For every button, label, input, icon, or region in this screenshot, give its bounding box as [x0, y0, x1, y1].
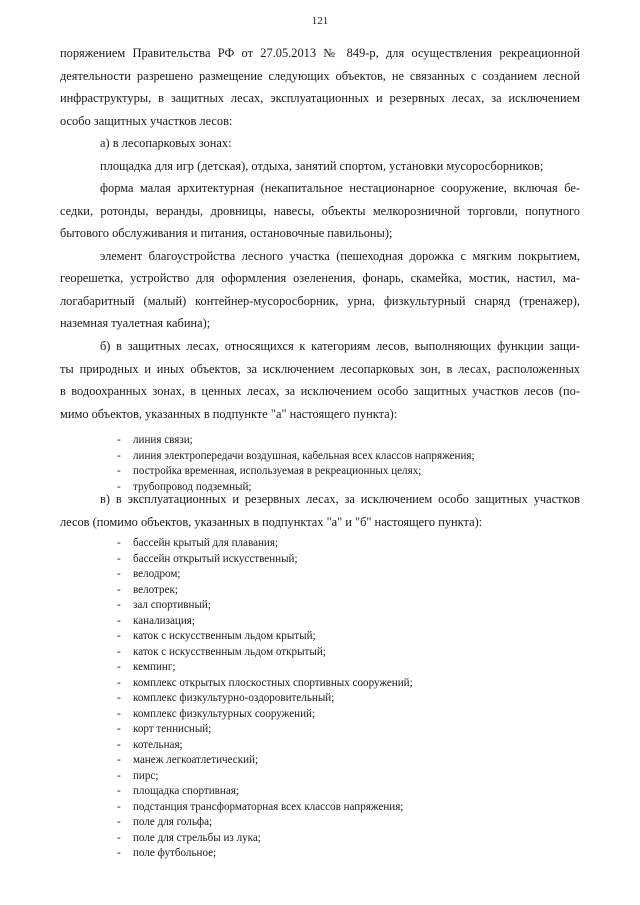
text-line: поряжением Правительства РФ от 27.05.2013 № 849-р, для осуществления рекреационной: [60, 46, 580, 60]
text-line: особо защитных участков лесов:: [60, 113, 233, 128]
list-marker: -: [117, 434, 121, 446]
list-marker: -: [117, 769, 121, 782]
list-item: - постройка временная, используемая в рекреационных целях;: [117, 464, 475, 480]
list-marker: -: [117, 738, 121, 751]
text-line: бытового обслуживания и питания, остановочные павильоны);: [60, 226, 393, 240]
list-marker: -: [117, 449, 121, 462]
list-marker: -: [117, 816, 121, 828]
text-line: инфраструктуры, в защитных лесах, эксплуатационных и резервных лесах, за исключением: [60, 91, 580, 105]
list-marker: -: [117, 754, 121, 766]
list-marker: -: [117, 568, 121, 580]
list-marker: -: [117, 676, 121, 689]
section-c-list: [117, 536, 413, 862]
list-marker: -: [117, 707, 121, 720]
section-a-heading: а) в лесопарковых зонах:: [100, 136, 232, 150]
text-line: наземная туалетная кабина);: [60, 316, 211, 330]
list-item: - линия связи;: [117, 433, 475, 449]
list-item: - поле для гольфа;: [117, 815, 413, 831]
text-line: в водоохранных зонах, в ценных лесах, за исключением особо защитных участков лесов (по-: [60, 384, 580, 398]
list-marker: -: [117, 630, 121, 642]
list-item: - котельная;: [117, 738, 413, 754]
section-c-heading: в) в эксплуатационных и резервных лесах, за исключением особо защитных участков: [100, 492, 580, 506]
list-marker: -: [117, 583, 121, 596]
list-marker: -: [117, 785, 121, 797]
list-item: - канализация;: [117, 614, 413, 630]
list-marker: -: [117, 552, 121, 565]
text-line: мимо объектов, указанных в подпункте "а" настоящего пункта):: [60, 406, 398, 421]
text-line: лесов (помимо объектов, указанных в подпунктах "а" и "б" настоящего пункта):: [60, 514, 483, 529]
list-item: - поле для стрельбы из лука;: [117, 831, 413, 847]
text-line: седки, ротонды, веранды, дровницы, навесы, объекты мелкорозничной торговли, попутного: [60, 203, 580, 218]
list-item: - комплекс открытых плоскостных спортивных сооружений;: [117, 676, 413, 692]
text-line: ты природных и иных объектов, за исключением лесопарковых зон, в лесах, расположенных: [60, 361, 580, 376]
section-a-item-small-forms: форма малая архитектурная (некапитальное нестационарное сооружение, включая бе-: [100, 181, 580, 195]
list-marker: -: [117, 800, 121, 813]
list-item: - зал спортивный;: [117, 598, 413, 614]
section-b-heading: б) в защитных лесах, относящихся к категориям лесов, выполняющих функции защи-: [100, 339, 580, 353]
list-item: - комплекс физкультурно-оздоровительный;: [117, 691, 413, 707]
text-line: логабаритный (малый) контейнер-мусоросборник, урна, физкультурный снаряд (тренажер),: [60, 293, 580, 308]
list-item: - каток с искусственным льдом крытый;: [117, 629, 413, 645]
section-b: [60, 335, 580, 425]
list-item: - подстанция трансформаторная всех классов напряжения;: [117, 800, 413, 816]
list-marker: -: [117, 692, 121, 704]
page-number: 121: [311, 15, 329, 27]
list-item: - комплекс физкультурных сооружений;: [117, 707, 413, 723]
list-item: - велотрек;: [117, 583, 413, 599]
list-marker: -: [117, 661, 121, 673]
list-marker: -: [117, 723, 121, 735]
intro-paragraph: [60, 42, 580, 132]
section-a-item-playground: площадка для игр (детская), отдыха, занятий спортом, установки мусоросборников;: [100, 158, 544, 173]
list-item: - пирс;: [117, 769, 413, 785]
list-item: - кемпинг;: [117, 660, 413, 676]
list-item: - поле футбольное;: [117, 846, 413, 862]
list-marker: -: [117, 614, 121, 627]
section-b-list: [117, 433, 475, 495]
list-item: - бассейн открытый искусственный;: [117, 552, 413, 568]
list-item: - манеж легкоатлетический;: [117, 753, 413, 769]
list-item: - бассейн крытый для плавания;: [117, 536, 413, 552]
list-marker: -: [117, 847, 121, 859]
list-marker: -: [117, 537, 121, 549]
section-c: [60, 488, 580, 533]
list-marker: -: [117, 465, 121, 477]
list-marker: -: [117, 480, 121, 493]
list-item: - трубопровод подземный;: [117, 480, 475, 496]
section-a: [60, 132, 580, 335]
list-marker: -: [117, 831, 121, 844]
list-item: - линия электропередачи воздушная, кабельная всех классов напряжения;: [117, 449, 475, 465]
section-a-item-landscaping: элемент благоустройства лесного участка (пешеходная дорожка с мягким покрытием,: [100, 248, 580, 263]
text-line: деятельности разрешено размещение следующих объектов, не связанных с созданием лесной: [60, 68, 580, 83]
list-item: - велодром;: [117, 567, 413, 583]
list-item: - каток с искусственным льдом открытый;: [117, 645, 413, 661]
list-marker: -: [117, 645, 121, 658]
list-marker: -: [117, 599, 121, 611]
list-item: - корт теннисный;: [117, 722, 413, 738]
list-item: - площадка спортивная;: [117, 784, 413, 800]
text-line: георешетка, устройство для оформления озеленения, фонарь, скамейка, мостик, настил, ма-: [60, 271, 580, 285]
